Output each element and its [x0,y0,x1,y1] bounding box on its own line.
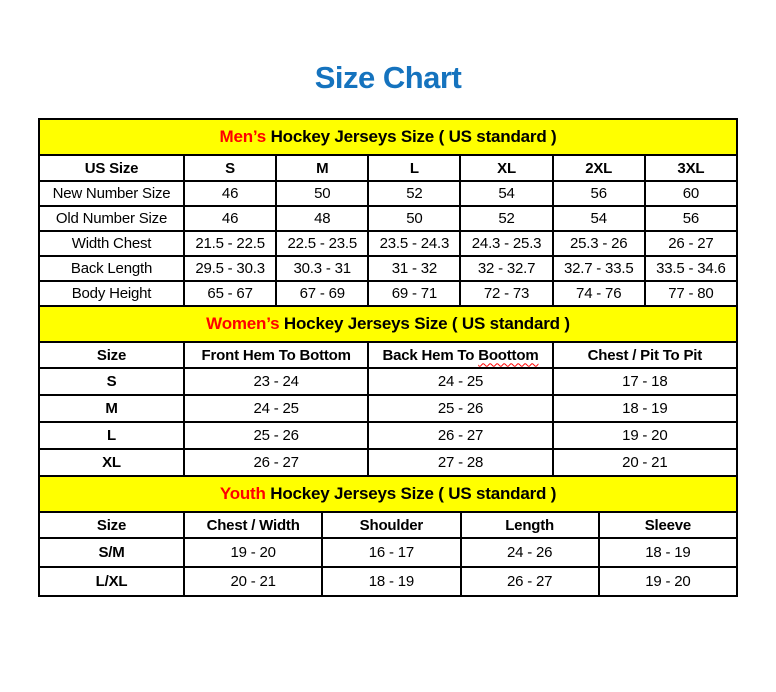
youth-section-header [39,476,737,512]
table-cell: 23.5 - 24.3 [368,231,460,256]
table-row [39,181,737,206]
row-label: S [39,368,184,395]
table-cell: 46 [184,206,276,231]
table-cell: 56 [645,206,737,231]
womens-col-size: Size [39,342,184,368]
womens-col-back-hem-misspelled-word: Boottom [478,346,539,364]
womens-col-chest-pit: Chest / Pit To Pit [553,342,737,368]
table-cell: 54 [460,181,552,206]
youth-col-sleeve: Sleeve [599,512,737,538]
mens-col-m: M [276,155,368,181]
womens-size-table [38,305,738,477]
table-cell: 19 - 20 [553,422,737,449]
womens-col-back-hem-prefix: Back Hem To [382,346,475,364]
table-cell: 74 - 76 [553,281,645,306]
youth-section-title: Hockey Jerseys Size ( US standard ) [270,484,557,503]
youth-section-highlight: Youth [219,484,266,503]
mens-section-title: Hockey Jerseys Size ( US standard ) [270,127,557,146]
table-cell: 54 [553,206,645,231]
table-row [39,449,737,476]
table-cell: 69 - 71 [368,281,460,306]
row-label: XL [39,449,184,476]
table-row [39,395,737,422]
table-row [39,422,737,449]
womens-header-row [39,342,737,368]
table-cell: 30.3 - 31 [276,256,368,281]
youth-col-chest-width: Chest / Width [184,512,322,538]
table-cell: 56 [553,181,645,206]
youth-size-table [38,475,738,597]
table-cell: 29.5 - 30.3 [184,256,276,281]
table-cell: 60 [645,181,737,206]
table-cell: 26 - 27 [645,231,737,256]
mens-col-xl: XL [460,155,552,181]
row-label: Back Length [39,256,184,281]
table-row [39,281,737,306]
row-label: M [39,395,184,422]
mens-col-2xl: 2XL [553,155,645,181]
mens-col-3xl: 3XL [645,155,737,181]
table-cell: 18 - 19 [553,395,737,422]
table-cell: 48 [276,206,368,231]
youth-section-header-row [39,476,737,512]
mens-section-header [39,119,737,155]
table-cell: 18 - 19 [599,538,737,567]
table-cell: 50 [368,206,460,231]
womens-section-title: Hockey Jerseys Size ( US standard ) [283,314,570,333]
row-label: S/M [39,538,184,567]
table-cell: 50 [276,181,368,206]
table-cell: 27 - 28 [368,449,552,476]
mens-size-table [38,118,738,307]
table-cell: 67 - 69 [276,281,368,306]
table-cell: 20 - 21 [184,567,322,596]
table-cell: 18 - 19 [322,567,460,596]
row-label: Old Number Size [39,206,184,231]
row-label: Body Height [39,281,184,306]
womens-section-header [39,306,737,342]
youth-header-row [39,512,737,538]
table-row [39,256,737,281]
mens-header-row [39,155,737,181]
mens-section-highlight: Men’s [219,127,267,146]
table-cell: 25 - 26 [184,422,368,449]
youth-col-size: Size [39,512,184,538]
row-label: L/XL [39,567,184,596]
table-cell: 25.3 - 26 [553,231,645,256]
table-cell: 17 - 18 [553,368,737,395]
table-row [39,567,737,596]
table-cell: 26 - 27 [368,422,552,449]
table-cell: 32 - 32.7 [460,256,552,281]
table-cell: 46 [184,181,276,206]
table-cell: 24 - 25 [368,368,552,395]
table-cell: 21.5 - 22.5 [184,231,276,256]
table-cell: 24 - 25 [184,395,368,422]
table-row [39,368,737,395]
table-cell: 24.3 - 25.3 [460,231,552,256]
table-cell: 22.5 - 23.5 [276,231,368,256]
table-cell: 31 - 32 [368,256,460,281]
table-cell: 25 - 26 [368,395,552,422]
table-row [39,231,737,256]
table-cell: 33.5 - 34.6 [645,256,737,281]
table-cell: 24 - 26 [461,538,599,567]
table-cell: 77 - 80 [645,281,737,306]
table-cell: 20 - 21 [553,449,737,476]
table-cell: 65 - 67 [184,281,276,306]
womens-section-header-row [39,306,737,342]
table-row [39,206,737,231]
table-cell: 72 - 73 [460,281,552,306]
table-cell: 19 - 20 [599,567,737,596]
table-row [39,538,737,567]
table-cell: 19 - 20 [184,538,322,567]
youth-col-length: Length [461,512,599,538]
mens-col-us-size: US Size [39,155,184,181]
row-label: Width Chest [39,231,184,256]
row-label: L [39,422,184,449]
mens-section-header-row [39,119,737,155]
mens-col-s: S [184,155,276,181]
womens-col-back-hem [368,342,552,368]
womens-section-highlight: Women’s [206,314,280,333]
table-cell: 16 - 17 [322,538,460,567]
table-cell: 32.7 - 33.5 [553,256,645,281]
table-cell: 52 [368,181,460,206]
table-cell: 52 [460,206,552,231]
table-cell: 26 - 27 [461,567,599,596]
womens-col-front-hem: Front Hem To Bottom [184,342,368,368]
page-title: Size Chart [314,60,462,95]
mens-col-l: L [368,155,460,181]
row-label: New Number Size [39,181,184,206]
table-cell: 23 - 24 [184,368,368,395]
youth-col-shoulder: Shoulder [322,512,460,538]
table-cell: 26 - 27 [184,449,368,476]
